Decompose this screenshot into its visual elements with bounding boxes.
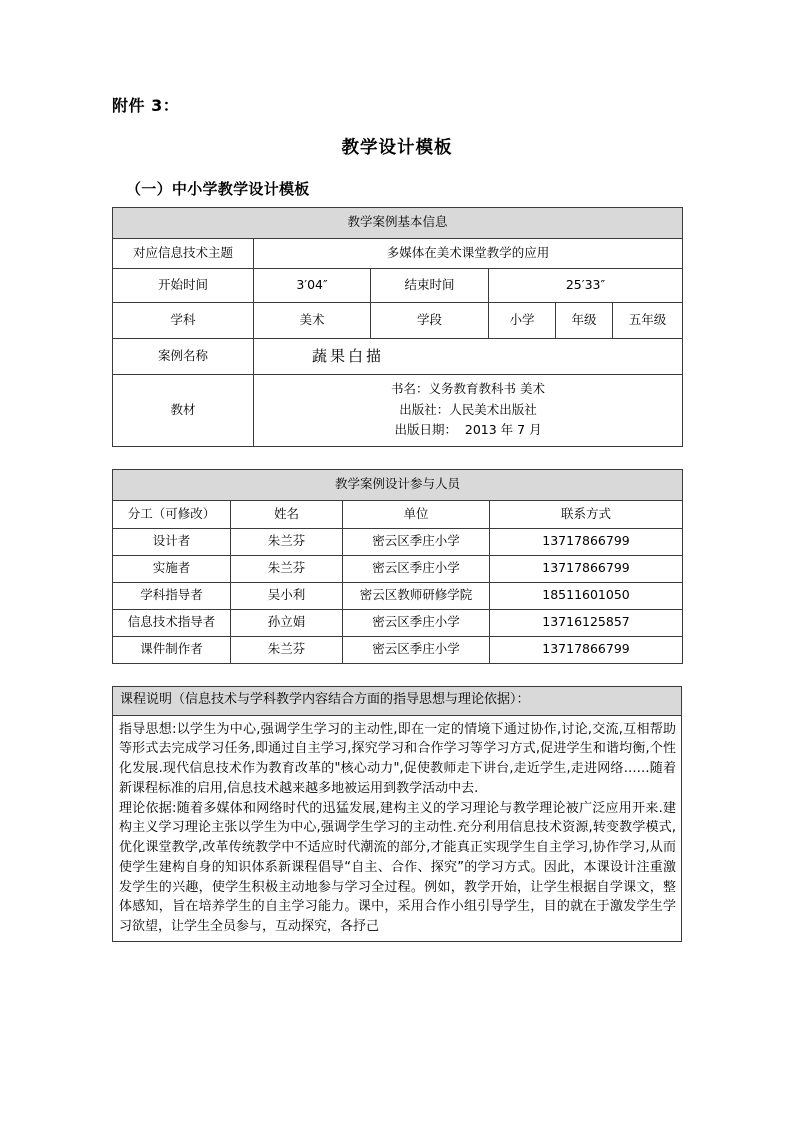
section-heading: （一）中小学教学设计模板 bbox=[126, 179, 310, 198]
staff-contact: 13717866799 bbox=[490, 555, 683, 582]
grade-label: 年级 bbox=[556, 302, 613, 338]
staff-unit: 密云区季庄小学 bbox=[343, 528, 490, 555]
table-row bbox=[113, 302, 683, 338]
table-row bbox=[113, 238, 683, 268]
table-row bbox=[113, 338, 683, 374]
description-body-cell bbox=[113, 715, 682, 941]
staff-name: 朱兰芬 bbox=[231, 636, 343, 663]
basic-info-table bbox=[112, 207, 683, 447]
table-header-row bbox=[113, 500, 683, 528]
document-content bbox=[112, 98, 682, 942]
table-row bbox=[113, 686, 682, 715]
case-name-label: 案例名称 bbox=[113, 338, 254, 374]
staff-band-title: 教学案例设计参与人员 bbox=[113, 469, 683, 500]
staff-contact: 13716125857 bbox=[490, 609, 683, 636]
staff-name: 朱兰芬 bbox=[231, 555, 343, 582]
staff-unit: 密云区季庄小学 bbox=[343, 636, 490, 663]
case-name-cell bbox=[254, 338, 683, 374]
staff-unit: 密云区季庄小学 bbox=[343, 609, 490, 636]
table-row bbox=[113, 555, 683, 582]
stage-value: 小学 bbox=[489, 302, 556, 338]
topic-label: 对应信息技术主题 bbox=[113, 238, 254, 268]
staff-role: 实施者 bbox=[113, 555, 231, 582]
table-row bbox=[113, 636, 683, 663]
staff-role: 设计者 bbox=[113, 528, 231, 555]
subject-value: 美术 bbox=[254, 302, 371, 338]
case-name-value: 蔬果白描 bbox=[312, 346, 385, 365]
subject-label: 学科 bbox=[113, 302, 254, 338]
column-header-role: 分工（可修改） bbox=[113, 500, 231, 528]
end-time-label: 结束时间 bbox=[371, 268, 489, 302]
attachment-label: 附件 3： bbox=[112, 96, 180, 115]
textbook-line-date: 出版日期： 2013 年 7 月 bbox=[394, 422, 542, 438]
column-header-contact: 联系方式 bbox=[490, 500, 683, 528]
staff-role: 学科指导者 bbox=[113, 582, 231, 609]
description-paragraph-1: 指导思想:以学生为中心,强调学生学习的主动性,即在一定的情境下通过协作,讨论,交流,互相帮助等形式去完成学习任务,即通过自主学习,探究学习和合作学习等学习方式,促进学生和谐均衡,个性化发展.现代信息技术作为教育改革的"核心动力",促使教师走下讲台,走近学生,走进网络……随着新课程标准的启用,信息技术越来越多地被运用到教学活动中去. bbox=[119, 721, 676, 796]
table-row bbox=[113, 582, 683, 609]
topic-value: 多媒体在美术课堂教学的应用 bbox=[254, 238, 683, 268]
stage-label: 学段 bbox=[371, 302, 489, 338]
description-table bbox=[112, 686, 682, 942]
textbook-line-book: 书名：义务教育教科书 美术 bbox=[391, 381, 546, 397]
grade-value: 五年级 bbox=[613, 302, 683, 338]
column-header-unit: 单位 bbox=[343, 500, 490, 528]
table-row bbox=[113, 469, 683, 500]
start-time-value: 3′04″ bbox=[254, 268, 371, 302]
staff-name: 吴小利 bbox=[231, 582, 343, 609]
staff-name: 朱兰芬 bbox=[231, 528, 343, 555]
staff-unit: 密云区季庄小学 bbox=[343, 555, 490, 582]
table-row bbox=[113, 207, 683, 238]
table-row bbox=[113, 528, 683, 555]
column-header-name: 姓名 bbox=[231, 500, 343, 528]
textbook-line-publisher: 出版社：人民美术出版社 bbox=[399, 401, 537, 417]
staff-contact: 18511601050 bbox=[490, 582, 683, 609]
staff-contact: 13717866799 bbox=[490, 636, 683, 663]
staff-name: 孙立娟 bbox=[231, 609, 343, 636]
table-row bbox=[113, 268, 683, 302]
page-title: 教学设计模板 bbox=[341, 138, 453, 158]
staff-unit: 密云区教师研修学院 bbox=[343, 582, 490, 609]
end-time-value: 25′33″ bbox=[489, 268, 683, 302]
staff-table bbox=[112, 469, 683, 664]
staff-role: 信息技术指导者 bbox=[113, 609, 231, 636]
description-band-title: 课程说明（信息技术与学科教学内容结合方面的指导思想与理论依据）： bbox=[113, 686, 682, 715]
textbook-cell bbox=[254, 374, 683, 446]
staff-contact: 13717866799 bbox=[490, 528, 683, 555]
staff-role: 课件制作者 bbox=[113, 636, 231, 663]
table-row bbox=[113, 609, 683, 636]
table-row bbox=[113, 374, 683, 446]
description-paragraph-2: 理论依据:随着多媒体和网络时代的迅猛发展,建构主义的学习理论与教学理论被广泛应用开来.建构主义学习理论主张以学生为中心,强调学生学习的主动性.充分利用信息技术资源,转变教学模式,优化课堂教学,改革传统教学中不适应时代潮流的部分,才能真正实现学生自主学习,协作学习,从而使学生建构自身的知识体系新课程倡导“自主、合作、探究”的学习方式。因此，本课设计注重激发学生的兴趣，使学生积极主动地参与学习全过程。例如，教学开始，让学生根据自学课文，整体感知，旨在培养学生的自主学习能力。课中，采用合作小组引导学生，目的就在于激发学生学习欲望，让学生全员参与，互动探究，各抒己 bbox=[119, 800, 676, 934]
start-time-label: 开始时间 bbox=[113, 268, 254, 302]
table-row bbox=[113, 715, 682, 941]
basic-info-band-title: 教学案例基本信息 bbox=[113, 207, 683, 238]
textbook-label: 教材 bbox=[113, 374, 254, 446]
